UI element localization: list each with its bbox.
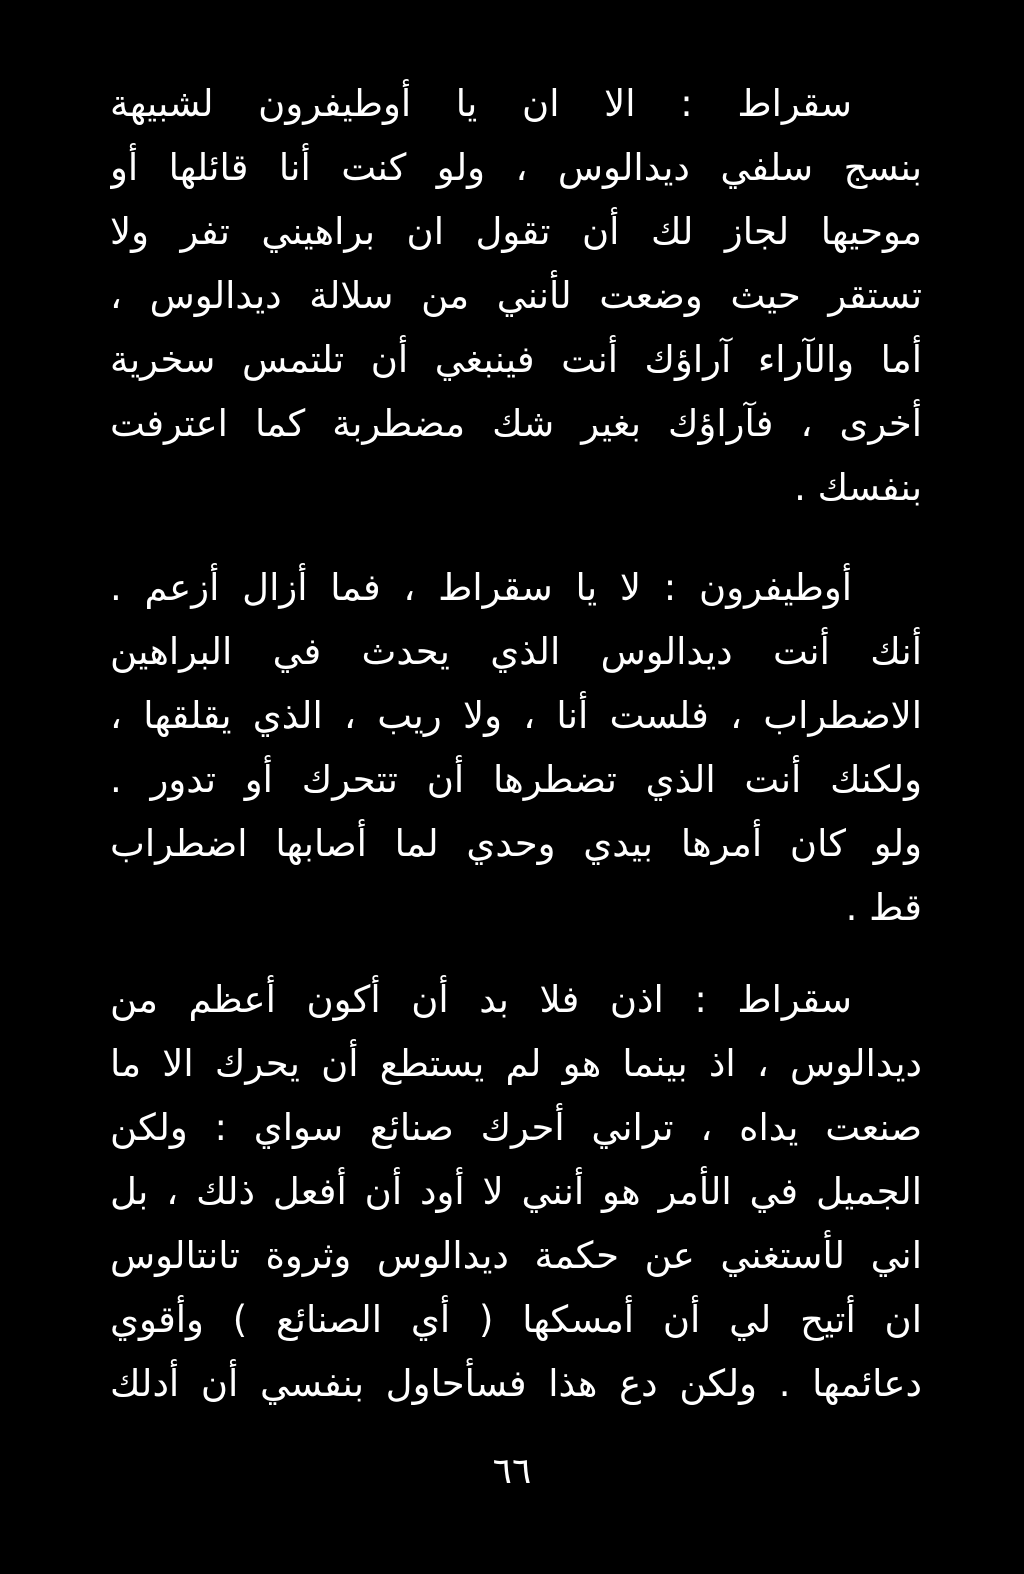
text-line: أنك أنت ديدالوس الذي يحدث في البراهين <box>110 630 922 673</box>
text-line: بنفسك . <box>794 466 922 509</box>
paragraph-socrates-2 <box>110 968 922 1416</box>
text-line: تستقر حيث وضعت لأنني من سلالة ديدالوس ، <box>110 274 922 317</box>
text-line: موحيها لجاز لك أن تقول ان براهيني تفر ولا <box>110 210 922 253</box>
text-line: أوطيفرون : لا يا سقراط ، فما أزال أزعم . <box>110 566 852 609</box>
text-line: قط . <box>845 886 922 929</box>
text-line: الجميل في الأمر هو أنني لا أود أن أفعل ذلك ، بل <box>110 1170 922 1213</box>
text-line: دعائمها . ولكن دع هذا فسأحاول بنفسي أن أدلك <box>110 1362 922 1405</box>
text-line: ان أتيح لي أن أمسكها ( أي الصنائع ) وأقوي <box>110 1298 922 1341</box>
text-line: ولكنك أنت الذي تضطرها أن تتحرك أو تدور . <box>110 758 922 801</box>
text-line: سقراط : الا ان يا أوطيفرون لشبيهة <box>110 82 852 125</box>
text-line: ديدالوس ، اذ بينما هو لم يستطع أن يحرك الا ما <box>110 1042 922 1085</box>
page-number: ٦٦ <box>492 1451 532 1492</box>
paragraph-euthyphro <box>110 556 922 940</box>
text-line: اني لأستغني عن حكمة ديدالوس وثروة تانتالوس <box>110 1234 922 1277</box>
text-line: سقراط : اذن فلا بد أن أكون أعظم من <box>110 978 852 1021</box>
text-line: أخرى ، فآراؤك بغير شك مضطربة كما اعترفت <box>110 402 922 445</box>
text-line: ولو كان أمرها بيدي وحدي لما أصابها اضطراب <box>110 822 922 865</box>
text-line: أما والآراء آراؤك أنت فينبغي أن تلتمس سخرية <box>110 338 922 381</box>
text-line: صنعت يداه ، تراني أحرك صنائع سواي : ولكن <box>110 1106 922 1149</box>
text-line: بنسج سلفي ديدالوس ، ولو كنت أنا قائلها أو <box>110 146 922 189</box>
text-line: الاضطراب ، فلست أنا ، ولا ريب ، الذي يقلقها ، <box>110 694 922 737</box>
paragraph-socrates-1 <box>110 72 922 520</box>
